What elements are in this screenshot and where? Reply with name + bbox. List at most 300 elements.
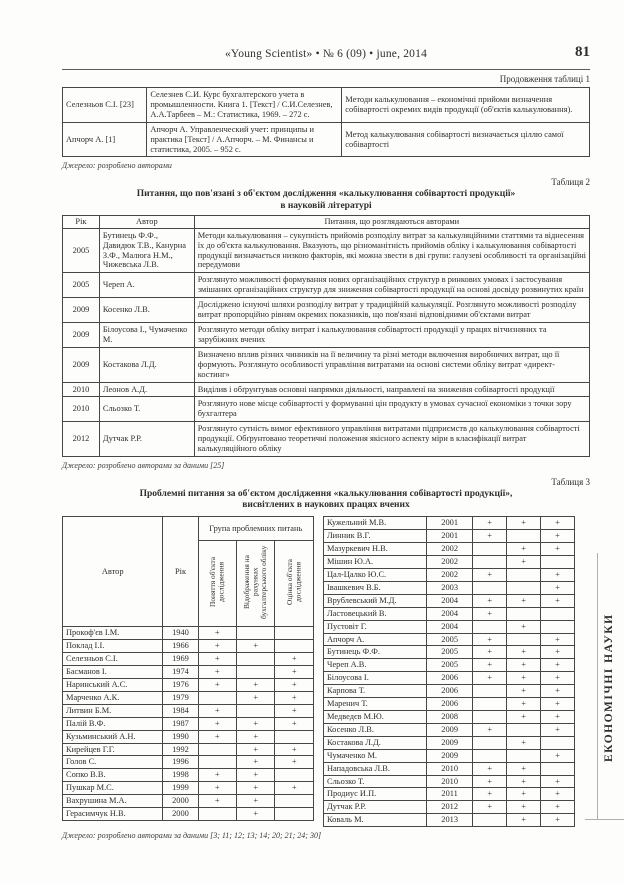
author-cell: Пустовіт Г. [324, 620, 427, 633]
vertical-header-label: Відображення на рахунках бухгалтерського обліку [241, 545, 268, 620]
mark-accounts-cell: + [237, 743, 275, 756]
mark-accounts-cell [507, 581, 541, 594]
mark-concept-cell [473, 749, 507, 762]
author-cell: Сопко В.В. [63, 769, 163, 782]
question-cell: Досліджено існуючі шляхи розподілу витрат у традиційній калькуляції. Розглянуто можливості розподілу витрат пропорційно рівням окремих показників, що пов'язані відповідними об'єктами витрат [194, 298, 589, 323]
author-cell: Марченко А.К. [63, 691, 163, 704]
table-row [324, 556, 575, 569]
table2-header-row [63, 215, 590, 228]
mark-concept-cell [473, 581, 507, 594]
mark-accounts-cell [507, 530, 541, 543]
table-row [324, 581, 575, 594]
author-cell: Линник В.Г. [324, 530, 427, 543]
year-cell: 2010 [426, 775, 472, 788]
table3-header-row-1 [63, 517, 314, 541]
author-cell: Литвин Б.М. [63, 704, 163, 717]
year-cell: 2004 [426, 594, 472, 607]
table-row [324, 659, 575, 672]
author-cell: Костакова Л.Д. [324, 736, 427, 749]
mark-evaluation-cell: + [541, 633, 575, 646]
author-cell: Прокоф'єв І.М. [63, 627, 163, 640]
mark-accounts-cell: + [237, 782, 275, 795]
section-vertical-label: ЕКОНОМІЧНІ НАУКИ [603, 613, 615, 763]
author-cell: Костакова Л.Д. [99, 347, 194, 382]
table-row [324, 762, 575, 775]
table-row [324, 607, 575, 620]
table2-questions [62, 215, 590, 457]
table-row [324, 633, 575, 646]
mark-concept-cell: + [473, 633, 507, 646]
table-row [63, 730, 314, 743]
year-cell: 2009 [426, 749, 472, 762]
table-row [63, 397, 590, 422]
table-row [63, 653, 314, 666]
mark-accounts-cell: + [507, 814, 541, 827]
author-cell: Косенко Л.В. [99, 298, 194, 323]
mark-concept-cell [473, 620, 507, 633]
mark-evaluation-cell: + [541, 801, 575, 814]
question-cell: Розглянуто нове місце собівартості у формуванні цін продукту в умовах сучасної економіки з точки зору бухгалтера [194, 397, 589, 422]
author-cell: Череп А. [99, 273, 194, 298]
table-row [63, 640, 314, 653]
year-cell: 2005 [426, 633, 472, 646]
mark-evaluation-cell [541, 607, 575, 620]
author-cell: Мазуркевич Н.В. [324, 543, 427, 556]
mark-concept-cell: + [198, 730, 236, 743]
year-cell: 2005 [63, 273, 100, 298]
table2-title-line1: Питання, що пов'язані з об'єктом дослідження «калькулювання собівартості продукції» [136, 189, 516, 200]
table-row [63, 717, 314, 730]
mark-evaluation-cell [275, 627, 314, 640]
mark-concept-cell: + [198, 769, 236, 782]
table-row [324, 594, 575, 607]
table-row [63, 627, 314, 640]
table-row [324, 569, 575, 582]
question-cell: Розглянуто можливості формування нових організаційних структур в ринкових умовах і застосування змішаних організаційних структур для зниження собівартості продукції на основі досвіду розвинутих країн [194, 273, 589, 298]
table-row [63, 756, 314, 769]
table-row [324, 710, 575, 723]
mark-concept-cell: + [198, 640, 236, 653]
table-row [63, 808, 314, 821]
mark-accounts-cell: + [507, 517, 541, 530]
mark-concept-cell [473, 556, 507, 569]
year-cell: 1990 [163, 730, 198, 743]
definition-cell: Методи калькулювання – економічні прийоми визначення собівартості окремих видів продукції (об'єктів калькулювання). [342, 88, 590, 123]
mark-evaluation-cell: + [541, 659, 575, 672]
mark-evaluation-cell [275, 795, 314, 808]
table-row [324, 517, 575, 530]
mark-concept-cell [198, 756, 236, 769]
year-cell: 2009 [63, 323, 100, 348]
author-cell: Голов С. [63, 756, 163, 769]
table2-col-question: Питання, що розглядаються авторами [194, 215, 589, 228]
table-row [63, 122, 590, 157]
author-cell: Нападовська Л.В. [324, 762, 427, 775]
table-row [324, 646, 575, 659]
mark-accounts-cell: + [507, 775, 541, 788]
page-content [62, 44, 590, 841]
mark-evaluation-cell [275, 769, 314, 782]
table1-source-note: Джерело: розроблено авторами [62, 161, 172, 171]
citation-cell: Апчорч А. Управленческий учет: принципы и практика [Текст] / А.Апчорч. – М. Финансы и статистика, 2005. – 952 с. [147, 122, 342, 157]
table-row [324, 530, 575, 543]
author-cell: Медведєв М.Ю. [324, 710, 427, 723]
mark-evaluation-cell: + [541, 530, 575, 543]
year-cell: 2005 [426, 646, 472, 659]
author-cell: Селезньов С.І. [63, 653, 163, 666]
author-cell: Сльозко Т. [324, 775, 427, 788]
mark-concept-cell: + [473, 775, 507, 788]
mark-evaluation-cell: + [541, 517, 575, 530]
mark-concept-cell: + [198, 627, 236, 640]
mark-evaluation-cell: + [275, 756, 314, 769]
mark-evaluation-cell: + [541, 788, 575, 801]
table2-col-author: Автор [99, 215, 194, 228]
table2-label: Таблиця 2 [551, 177, 590, 188]
header-rule [62, 69, 590, 70]
mark-concept-cell: + [473, 723, 507, 736]
table3-group-header: Група проблемних питань [198, 517, 313, 541]
mark-evaluation-cell: + [541, 775, 575, 788]
citation-cell: Селезнев С.И. Курс бухгалтерского учета в промышленности. Книга 1. [Текст] / С.И.Селезнев, А.А.Тарбеев – М.: Статистика, 1969. – 272 с. [147, 88, 342, 123]
mark-concept-cell [473, 698, 507, 711]
table1-continuation-label: Продовження таблиці 1 [499, 74, 590, 84]
mark-accounts-cell [507, 723, 541, 736]
mark-concept-cell [473, 685, 507, 698]
mark-evaluation-cell: + [541, 581, 575, 594]
author-cell: Герасимчук Н.В. [63, 808, 163, 821]
mark-concept-cell: + [473, 594, 507, 607]
table-row [324, 698, 575, 711]
year-cell: 2008 [426, 710, 472, 723]
year-cell: 2006 [426, 672, 472, 685]
year-cell: 2010 [63, 397, 100, 422]
author-cell: Дутчак Р.Р. [99, 422, 194, 457]
year-cell: 2013 [426, 814, 472, 827]
mark-concept-cell: + [473, 801, 507, 814]
year-cell: 1976 [163, 679, 198, 692]
mark-accounts-cell [237, 653, 275, 666]
year-cell: 2006 [426, 685, 472, 698]
question-cell: Виділив і обґрунтував основні напрямки діяльності, направлені на зниження собівартості продукції [194, 382, 589, 397]
mark-accounts-cell: + [507, 620, 541, 633]
definition-cell: Метод калькулювання собівартості визначається ціллю самої собівартості [342, 122, 590, 157]
mark-accounts-cell [507, 607, 541, 620]
mark-evaluation-cell: + [275, 782, 314, 795]
year-cell: 1998 [163, 769, 198, 782]
table-row [63, 88, 590, 123]
mark-accounts-cell [507, 569, 541, 582]
author-cell: Апчорч А. [324, 633, 427, 646]
table2-source-note: Джерело: розроблено авторами за даними [25] [62, 460, 225, 470]
table3-subcol-evaluation [275, 541, 314, 627]
year-cell: 1984 [163, 704, 198, 717]
mark-evaluation-cell [541, 620, 575, 633]
author-cell: Бутинець Ф.Ф., Давидюк Т.В., Канурна З.Ф., Малюга Н.М., Чижевська Л.В. [99, 228, 194, 273]
mark-concept-cell: + [198, 666, 236, 679]
page-header [62, 44, 590, 66]
table-row [63, 347, 590, 382]
mark-concept-cell: + [473, 530, 507, 543]
table3-right [323, 516, 575, 827]
author-cell: Коваль М. [324, 814, 427, 827]
year-cell: 1996 [163, 756, 198, 769]
year-cell: 1992 [163, 743, 198, 756]
table-row [324, 736, 575, 749]
author-cell: Селезньов С.І. [23] [63, 88, 147, 123]
author-cell: Бутинець Ф.Ф. [324, 646, 427, 659]
table3-subcol-accounts [237, 541, 275, 627]
mark-concept-cell: + [198, 782, 236, 795]
mark-accounts-cell: + [237, 679, 275, 692]
mark-evaluation-cell: + [541, 814, 575, 827]
mark-evaluation-cell: + [275, 653, 314, 666]
mark-concept-cell [473, 814, 507, 827]
mark-accounts-cell: + [507, 672, 541, 685]
mark-concept-cell: + [198, 704, 236, 717]
mark-accounts-cell: + [507, 788, 541, 801]
table-row [63, 782, 314, 795]
mark-accounts-cell: + [507, 762, 541, 775]
author-cell: Кирейцев Г.Г. [63, 743, 163, 756]
year-cell: 1979 [163, 691, 198, 704]
mark-concept-cell: + [198, 717, 236, 730]
table3-subcol-concept [198, 541, 236, 627]
mark-accounts-cell [237, 666, 275, 679]
table3-title-line2: висвітлених в наукових працях вчених [242, 500, 410, 511]
table-row [324, 814, 575, 827]
mark-accounts-cell [507, 749, 541, 762]
mark-evaluation-cell: + [541, 685, 575, 698]
author-cell: Череп А.В. [324, 659, 427, 672]
table3-col-year: Рік [163, 517, 198, 627]
mark-accounts-cell: + [507, 710, 541, 723]
mark-accounts-cell: + [237, 756, 275, 769]
author-cell: Басманов І. [63, 666, 163, 679]
mark-concept-cell: + [473, 646, 507, 659]
year-cell: 2002 [426, 556, 472, 569]
mark-concept-cell: + [198, 653, 236, 666]
mark-concept-cell: + [473, 517, 507, 530]
mark-accounts-cell: + [237, 717, 275, 730]
mark-evaluation-cell [541, 762, 575, 775]
year-cell: 1969 [163, 653, 198, 666]
page-number: 81 [575, 44, 590, 60]
mark-accounts-cell: + [507, 801, 541, 814]
journal-title: «Young Scientist» • № 6 (09) • june, 2014 [224, 48, 428, 60]
mark-accounts-cell [237, 627, 275, 640]
author-cell: Кужельний М.В. [324, 517, 427, 530]
mark-accounts-cell: + [237, 769, 275, 782]
table-row [324, 620, 575, 633]
mark-concept-cell: + [198, 679, 236, 692]
year-cell: 2012 [63, 422, 100, 457]
year-cell: 2005 [426, 659, 472, 672]
year-cell: 2009 [426, 736, 472, 749]
author-cell: Вахрушина М.А. [63, 795, 163, 808]
table-row [324, 672, 575, 685]
year-cell: 1987 [163, 717, 198, 730]
year-cell: 2004 [426, 607, 472, 620]
year-cell: 2009 [63, 298, 100, 323]
mark-evaluation-cell: + [541, 672, 575, 685]
mark-concept-cell [473, 543, 507, 556]
table3-pair [62, 516, 590, 827]
table-row [63, 769, 314, 782]
mark-accounts-cell: + [507, 698, 541, 711]
mark-concept-cell [473, 736, 507, 749]
mark-concept-cell [198, 691, 236, 704]
table-row [324, 801, 575, 814]
mark-accounts-cell: + [237, 795, 275, 808]
author-cell: Карпова Т. [324, 685, 427, 698]
mark-accounts-cell [507, 633, 541, 646]
mark-evaluation-cell: + [275, 743, 314, 756]
mark-evaluation-cell: + [541, 594, 575, 607]
question-cell: Визначено вплив різних чинників на її величину та різні методи включення виробничих витрат, що її формують. Розглянуто особливості управління витратами на основі системи обліку витрат «директ-костинг» [194, 347, 589, 382]
mark-evaluation-cell: + [275, 691, 314, 704]
mark-accounts-cell: + [507, 685, 541, 698]
question-cell: Методи калькулювання – сукупність прийомів розподілу витрат за калькуляційними статтями та віднесення їх до об'єкта калькулювання. Вказують, що різноманітність прийомів обліку і калькулювання собівартості продукції визначається низкою факторів, які можна звести в дві групи: галузеві особливості та організаційні передумови [194, 228, 589, 273]
mark-evaluation-cell: + [275, 704, 314, 717]
mark-concept-cell: + [473, 569, 507, 582]
mark-evaluation-cell: + [275, 679, 314, 692]
table-row [63, 273, 590, 298]
table-row [63, 298, 590, 323]
year-cell: 2002 [426, 569, 472, 582]
author-cell: Мішин Ю.А. [324, 556, 427, 569]
year-cell: 2010 [426, 762, 472, 775]
table3-title [62, 489, 590, 511]
mark-accounts-cell: + [507, 594, 541, 607]
year-cell: 2010 [63, 382, 100, 397]
table-row [63, 666, 314, 679]
mark-accounts-cell: + [507, 736, 541, 749]
vertical-header-label: Оцінка об'єкта дослідження [284, 559, 303, 606]
year-cell: 1974 [163, 666, 198, 679]
mark-evaluation-cell: + [541, 646, 575, 659]
table-row [63, 743, 314, 756]
table-row [324, 723, 575, 736]
mark-accounts-cell: + [237, 691, 275, 704]
author-cell: Білоусова І. [324, 672, 427, 685]
year-cell: 2004 [426, 620, 472, 633]
mark-concept-cell: + [473, 607, 507, 620]
author-cell: Маренич Т. [324, 698, 427, 711]
year-cell: 2002 [426, 543, 472, 556]
table3-left [62, 516, 314, 821]
mark-accounts-cell: + [507, 556, 541, 569]
table1-sources-continuation [62, 87, 590, 157]
mark-concept-cell [473, 710, 507, 723]
question-cell: Розглянуто методи обліку витрат і калькулювання собівартості продукції у працях вітчизняних та зарубіжних вчених [194, 323, 589, 348]
mark-concept-cell [198, 743, 236, 756]
year-cell: 2001 [426, 530, 472, 543]
mark-concept-cell: + [473, 672, 507, 685]
mark-evaluation-cell [541, 736, 575, 749]
vertical-header-label: Поняття об'єкта дослідження [207, 557, 226, 608]
mark-evaluation-cell: + [275, 666, 314, 679]
mark-evaluation-cell [275, 730, 314, 743]
year-cell: 2012 [426, 801, 472, 814]
year-cell: 2000 [163, 808, 198, 821]
table-row [324, 788, 575, 801]
year-cell: 1966 [163, 640, 198, 653]
table-row [63, 323, 590, 348]
mark-evaluation-cell [275, 640, 314, 653]
mark-evaluation-cell: + [541, 698, 575, 711]
table-row [324, 749, 575, 762]
author-cell: Косенко Л.В. [324, 723, 427, 736]
mark-accounts-cell: + [507, 646, 541, 659]
author-cell: Врублевський М.Д. [324, 594, 427, 607]
year-cell: 2009 [426, 723, 472, 736]
mark-evaluation-cell: + [541, 749, 575, 762]
mark-evaluation-cell: + [541, 723, 575, 736]
table-row [63, 691, 314, 704]
table-row [324, 775, 575, 788]
table-row [63, 228, 590, 273]
mark-concept-cell: + [473, 788, 507, 801]
mark-accounts-cell: + [507, 659, 541, 672]
author-cell: Кузьминський А.Н. [63, 730, 163, 743]
author-cell: Продиус И.П. [324, 788, 427, 801]
mark-accounts-cell: + [237, 808, 275, 821]
mark-accounts-cell [237, 704, 275, 717]
year-cell: 2009 [63, 347, 100, 382]
table2-title [62, 189, 590, 211]
mark-evaluation-cell [275, 808, 314, 821]
table-row [63, 382, 590, 397]
author-cell: Івашкевич В.Б. [324, 581, 427, 594]
table-row [324, 543, 575, 556]
mark-accounts-cell: + [237, 640, 275, 653]
year-cell: 2000 [163, 795, 198, 808]
author-cell: Чумаченко М. [324, 749, 427, 762]
year-cell: 2003 [426, 581, 472, 594]
table-row [63, 679, 314, 692]
author-cell: Дутчак Р.Р. [324, 801, 427, 814]
author-cell: Ластовецький В. [324, 607, 427, 620]
author-cell: Леонов А.Д. [99, 382, 194, 397]
year-cell: 1999 [163, 782, 198, 795]
table-row [63, 795, 314, 808]
year-cell: 2005 [63, 228, 100, 273]
author-cell: Поклад І.І. [63, 640, 163, 653]
mark-concept-cell [198, 808, 236, 821]
table-row [63, 704, 314, 717]
author-cell: Сльозко Т. [99, 397, 194, 422]
mark-concept-cell: + [473, 762, 507, 775]
table3-title-line1: Проблемні питання за об'єктом дослідження «калькулювання собівартості продукції», [139, 488, 513, 499]
mark-evaluation-cell: + [541, 569, 575, 582]
mark-evaluation-cell: + [541, 710, 575, 723]
author-cell: Палій В.Ф. [63, 717, 163, 730]
year-cell: 2011 [426, 788, 472, 801]
table3-label: Таблиця 3 [551, 476, 590, 487]
author-cell: Наринський А.С. [63, 679, 163, 692]
author-cell: Апчорч А. [1] [63, 122, 147, 157]
author-cell: Пушкар М.С. [63, 782, 163, 795]
table-row [63, 422, 590, 457]
question-cell: Розглянуто сутність вимог ефективного управління витратами підприємств до калькулювання собівартості продукції. Обґрунтовано теоретичні положення якісного аспекту міри в класифікації витрат калькуляційного обліку [194, 422, 589, 457]
table3-col-author: Автор [63, 517, 163, 627]
table3-source-note: Джерело: розроблено авторами за даними [3; 11; 12; 13; 14; 20; 21; 24; 30] [62, 831, 322, 841]
mark-concept-cell: + [473, 659, 507, 672]
table2-title-line2: в науковій літературі [280, 200, 372, 211]
mark-evaluation-cell [541, 556, 575, 569]
mark-evaluation-cell: + [275, 717, 314, 730]
